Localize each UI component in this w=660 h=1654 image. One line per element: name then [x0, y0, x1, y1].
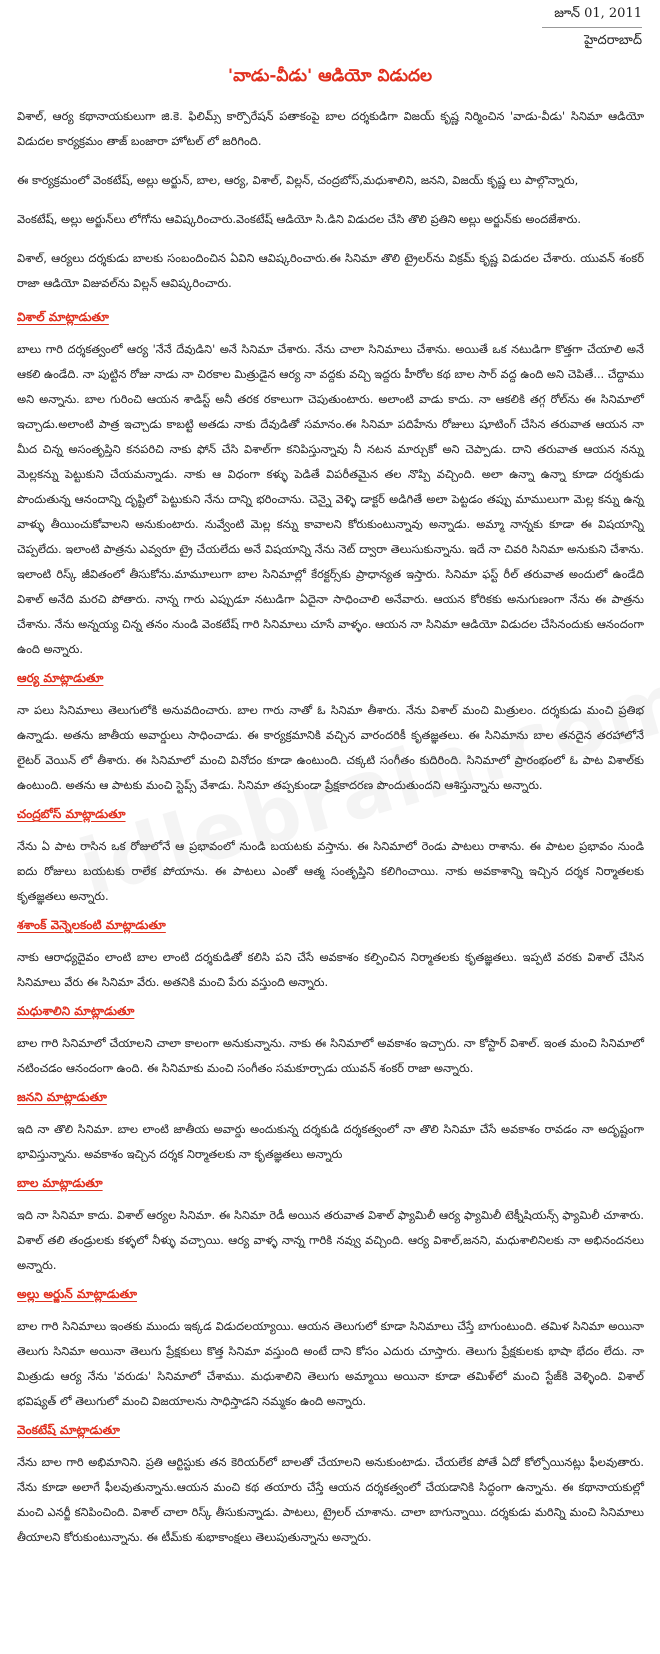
dateline-divider [542, 27, 642, 28]
intro-paragraph: విశాల్, ఆర్యలు దర్శకుడు బాలకు సంబందించిన ఏవిని ఆవిష్కరించారు.ఈ సినిమా తొలి ట్రైలర్‌ను విక్రమ్ కృష్ణ విడుదల చేశారు. యువన్ శంకర్ రాజా ఆడియో విజువల్‌ను విల్లన్ ఆవిష్కరించారు. [17, 251, 644, 290]
speech-paragraph-allu-arjun: బాల గారి సినిమాలు ఇంతకు ముందు ఇక్కడ విడుదలయ్యాయి. ఆయన తెలుగులో కూడా సినిమాలు చేస్తే బాగుంటుంది. తమిళ సినిమా అయినా తెలుగు సినిమా అయినా తెలుగు ప్రేక్షకులు కొత్త సినిమా వస్తుంది అంటే దాని కోసం ఎదురు చూస్తారు. తెలుగు ప్రేక్షకులకు భాషా భేదం లేదు. నా మిత్రుడు ఆర్య నేను 'వరుడు' సినిమాలో చేశాము. మధుశాలిని తెలుగు అమ్మాయి అయినా కూడా తమిళ్‌లో మంచి స్టేజ్‌కి వెళ్ళింది. విశాల్ భవిష్యత్ లో తెలుగులో మంచి విజయాలను సాధిస్తాడని నమ్మకం ఉంది అన్నారు. [17, 1319, 644, 1408]
speaker-heading-janani: జనని మాట్లాడుతూ [17, 1090, 107, 1104]
dateline [542, 4, 642, 51]
article-date: జూన్ 01, 2011 [554, 6, 642, 21]
speech-paragraph-chandrabose: నేను ఏ పాట రాసిన ఒక రోజులోనే ఆ ప్రభావంలో నుండి బయటకు వస్తాను. ఈ సినిమాలో రెండు పాటలు రాశాను. ఈ పాటల ప్రభావం నుండి ఐదు రోజులు బయటకు రాలేక పోయాను. ఈ పాటలు ఎంతో ఆత్మ సంతృప్తిని కలిగించాయి. నాకు అవకాశాన్ని ఇచ్చిన దర్శక నిర్మాతలకు కృతజ్ఞతలు అన్నారు. [17, 839, 644, 903]
speaker-heading-venkatesh: వెంకటేష్ మాట్లాడుతూ [17, 1423, 120, 1437]
intro-paragraph: ఈ కార్యక్రమంలో వెంకటేష్, అల్లు అర్జున్, బాల, ఆర్య, విశాల్, విల్లన్, చంద్రబోస్,మధుశాలిని, జనని, విజయ్ కృష్ణ లు పాల్గొన్నారు, [17, 173, 579, 187]
speech-paragraph-madhushalini: బాల గారి సినిమాలో చేయాలని చాలా కాలంగా అనుకున్నాను. నాకు ఈ సినిమాలో అవకాశం ఇచ్చారు. నా కోస్టార్ విశాల్. ఇంత మంచి సినిమాలో నటించడం ఆనందంగా ఉంది. ఈ సినిమాకు మంచి సంగీతం సమకూర్చాడు యువన్ శంకర్ రాజా అన్నారు. [17, 1036, 644, 1075]
speech-paragraph-venkatesh: నేను బాల గారి అభిమానిని. ప్రతి ఆర్టిస్టుకు తన కెరియర్‌లో బాలతో చేయాలని అనుకుంటాడు. చేయలేక పోతే ఏదో కోల్పోయినట్లు ఫీలవుతారు. నేను కూడా అలాగే ఫీలవుతున్నాను.ఆయన మంచి కథ తయారు చేస్తే ఆయన దర్శకత్వంలో చేయడానికి సిద్ధంగా ఉన్నాను. ఈ కథానాయకుల్లో మంచి ఎనర్జీ కనిపించింది. విశాల్ చాలా రిస్క్ తీసుకున్నాడు. పాటలు, ట్రైలర్ చూశాను. చాలా బాగున్నాయి. దర్శకుడు మరిన్ని మంచి సినిమాలు తీయాలని కోరుకుంటున్నాను. ఈ టీమ్‌కు శుభాకాంక్షలు తెలుపుతున్నాను అన్నారు. [17, 1455, 644, 1544]
article-title: 'వాడు-వీడు' ఆడియో విడుదల [227, 66, 433, 86]
speech-paragraph-vishal: బాలు గారి దర్శకత్వంలో ఆర్య 'నేనే దేవుడిని' అనే సినిమా చేశారు. నేను చాలా సినిమాలు చేశాను. అయితే ఒక నటుడిగా కొత్తగా చేయాలి అనే ఆకలి ఉండేది. నా పుట్టిన రోజు నాడు నా చిరకాల మిత్రుడైన ఆర్య నా వద్దకు వచ్చి ఇద్దరు హీరోల కథ బాల సార్ వద్ద ఉంది అని చెపితే... చేద్దాము అని అన్నాను. బాల గురించి ఆయన శాడిస్ట్ అనీ తరక రకాలుగా చెపుతుంటారు. అలాంటి వాడు కాదు. నా ఆకలికి తగ్గ రోల్‌ను ఈ సినిమాలో ఇచ్చాడు.అలాంటి పాత్ర ఇచ్చాడు కాబట్టి అతడు నాకు దేవుడితో సమానం.ఈ సినిమా పదిహేను రోజులు షూటింగ్ చేసిన తరువాత ఆయన నా మీద చిన్న అసంతృప్తిని కనపరిచి నాకు ఫోన్ చేసి విశాల్‌గా కనిపిస్తున్నావు నీ నటన మార్చుకో అని చెప్పాడు. దాని తరువాత ఆయన నన్ను మెల్లకన్ను పెట్టుకుని చేయమన్నాడు. నాకు ఆ విధంగా కళ్ళు పెడితే విపరీతమైన తల నొప్పి వచ్చింది. అలా ఉన్నా ఉన్నా కూడా దర్శకుడు పొందుతున్న ఆనందాన్ని దృష్టిలో పెట్టుకుని నేను దాన్ని భరించాను. చెన్నై వెళ్ళి డాక్టర్ అడిగితే అలా పెట్టడం తప్పు మాములుగా మెల్ల కన్ను ఉన్న వాళ్ళు తీయించుకోవాలని అనుకుంటారు. నువ్వేంటి మెల్ల కన్ను కావాలని కోరుకుంటున్నావు అన్నాడు. అమ్మా నాన్నకు కూడా ఈ విషయాన్ని చెప్పలేదు. ఇలాంటి పాత్రను ఎవ్వరూ ట్రై చేయలేదు అనే విషయాన్ని నేను నెట్ ద్వారా తెలుసుకున్నాను. ఇదే నా చివరి సినిమా అనుకుని చేశాను. ఇలాంటి రిస్క్ జీవితంలో తీసుకోను.మామూలుగా బాల సినిమాల్లో కేరక్టర్స్‌కు ప్రాధాన్యత ఇస్తారు. సినిమా ఫస్ట్ రీల్ తరువాత అందులో ఉండేది విశాల్ అనేది మరచి పోతారు. నాన్న గారు ఎప్పుడూ నటుడిగా ఏదైనా సాధించాలి అనేవారు. ఆయన కోరికకు అనుగుణంగా నేను ఈ పాత్రను చేశాను. నేను అన్నయ్య చిన్న తనం నుండి వెంకటేష్ గారి సినిమాలు చూసే వాళ్ళం. ఆయన నా సినిమా ఆడియో విడుదల చేసినందుకు ఆనందంగా ఉంది అన్నారు. [17, 342, 644, 656]
speaker-heading-chandrabose: చంద్రబోస్ మాట్లాడుతూ [17, 807, 126, 821]
intro-paragraph: విశాల్, ఆర్య కథానాయకులుగా జి.కె. ఫిలిమ్స్ కార్పొరేషన్ పతాకంపై బాల దర్శకుడిగా విజయ్ కృష్ణ నిర్మించిన 'వాడు-వీడు' సినిమా ఆడియో విడుదల కార్యక్రమం తాజ్ బంజారా హోటల్ లో జరిగింది. [17, 109, 644, 148]
speech-paragraph-bala: ఇది నా సినిమా కాదు. విశాల్ ఆర్యల సినిమా. ఈ సినిమా రెడీ అయిన తరువాత విశాల్ ఫ్యామిలీ ఆర్య ఫ్యామిలీ టెక్నీషియన్స్ ఫ్యామిలీ చూశారు. విశాల్ తలి తండ్రులకు కళ్ళలో నీళ్ళు వచ్చాయి. ఆర్య వాళ్ళ నాన్న గారికి నవ్వు వచ్చింది. ఆర్య విశాల్,జనని, మధుశాలినిలకు నా అభినందనలు అన్నారు. [17, 1208, 644, 1272]
speaker-heading-arya: ఆర్య మాట్లాడుతూ [17, 671, 104, 685]
speech-paragraph-janani: ఇది నా తొలి సినిమా. బాల లాంటి జాతీయ అవార్డు అందుకున్న దర్శకుడి దర్శకత్వంలో నా తొలి సినిమా చేసే అవకాశం రావడం నా అదృష్టంగా భావిస్తున్నాను. అవకాశం ఇచ్చిన దర్శక నిర్మాతలకు నా కృతజ్ఞతలు అన్నారు [17, 1122, 644, 1161]
intro-paragraph: వెంకటేష్, అల్లు అర్జున్‌లు లోగోను ఆవిష్కరించారు.వెంకటేష్ ఆడియో సి.డిని విడుదల చేసి తొలి ప్రతిని అల్లు అర్జున్‌కు అందజేశారు. [17, 212, 581, 226]
article-body [17, 104, 644, 1559]
speaker-heading-vishal: విశాల్ మాట్లాడుతూ [17, 310, 109, 324]
speech-paragraph-sashank: నాకు ఆరాధ్యదైవం లాంటి బాల లాంటి దర్శకుడితో కలిసి పని చేసే అవకాశం కల్పించిన నిర్మాతలకు కృతజ్ఞతలు. ఇప్పటి వరకు విశాల్ చేసిన సినిమాలు వేరు ఈ సినిమా వేరు. అతనికి మంచి పేరు వస్తుంది అన్నారు. [17, 950, 644, 989]
speaker-heading-madhushalini: మధుశాలిని మాట్లాడుతూ [17, 1004, 135, 1018]
speech-paragraph-arya: నా పలు సినిమాలు తెలుగులోకి అనువదించారు. బాల గారు నాతో ఓ సినిమా తీశారు. నేను విశాల్ మంచి మిత్రులం. దర్శకుడు మంచి ప్రతిభ ఉన్నాడు. అతను జాతీయ అవార్డులు సాధించాడు. ఈ కార్యక్రమానికి వచ్చిన వారందరికీ కృతజ్ఞతలు. ఈ సినిమాను బాల తనదైన తరహాలోనే లైటర్ వెయిన్ లో తీశారు. ఈ సినిమాలో మంచి వినోదం కూడా ఉంటుంది. చక్కటి సంగీతం కుదిరింది. సినిమాలో ప్రారంభంలో ఓ పాట విశాల్‌కు ఉంటుంది. అతను ఆ పాటకు మంచి స్టెప్స్ వేశాడు. సినిమా తప్పకుండా ప్రేక్షకాదరణ పొందుతుందని ఆశిస్తున్నాను అన్నారు. [17, 703, 644, 792]
article-city: హైదరాబాద్ [584, 33, 642, 48]
speaker-heading-bala: బాల మాట్లాడుతూ [17, 1176, 103, 1190]
speaker-heading-allu-arjun: అల్లు అర్జున్ మాట్లాడుతూ [17, 1287, 137, 1301]
speaker-heading-sashank: శశాంక్ వెన్నెలకంటి మాట్లాడుతూ [17, 918, 166, 932]
